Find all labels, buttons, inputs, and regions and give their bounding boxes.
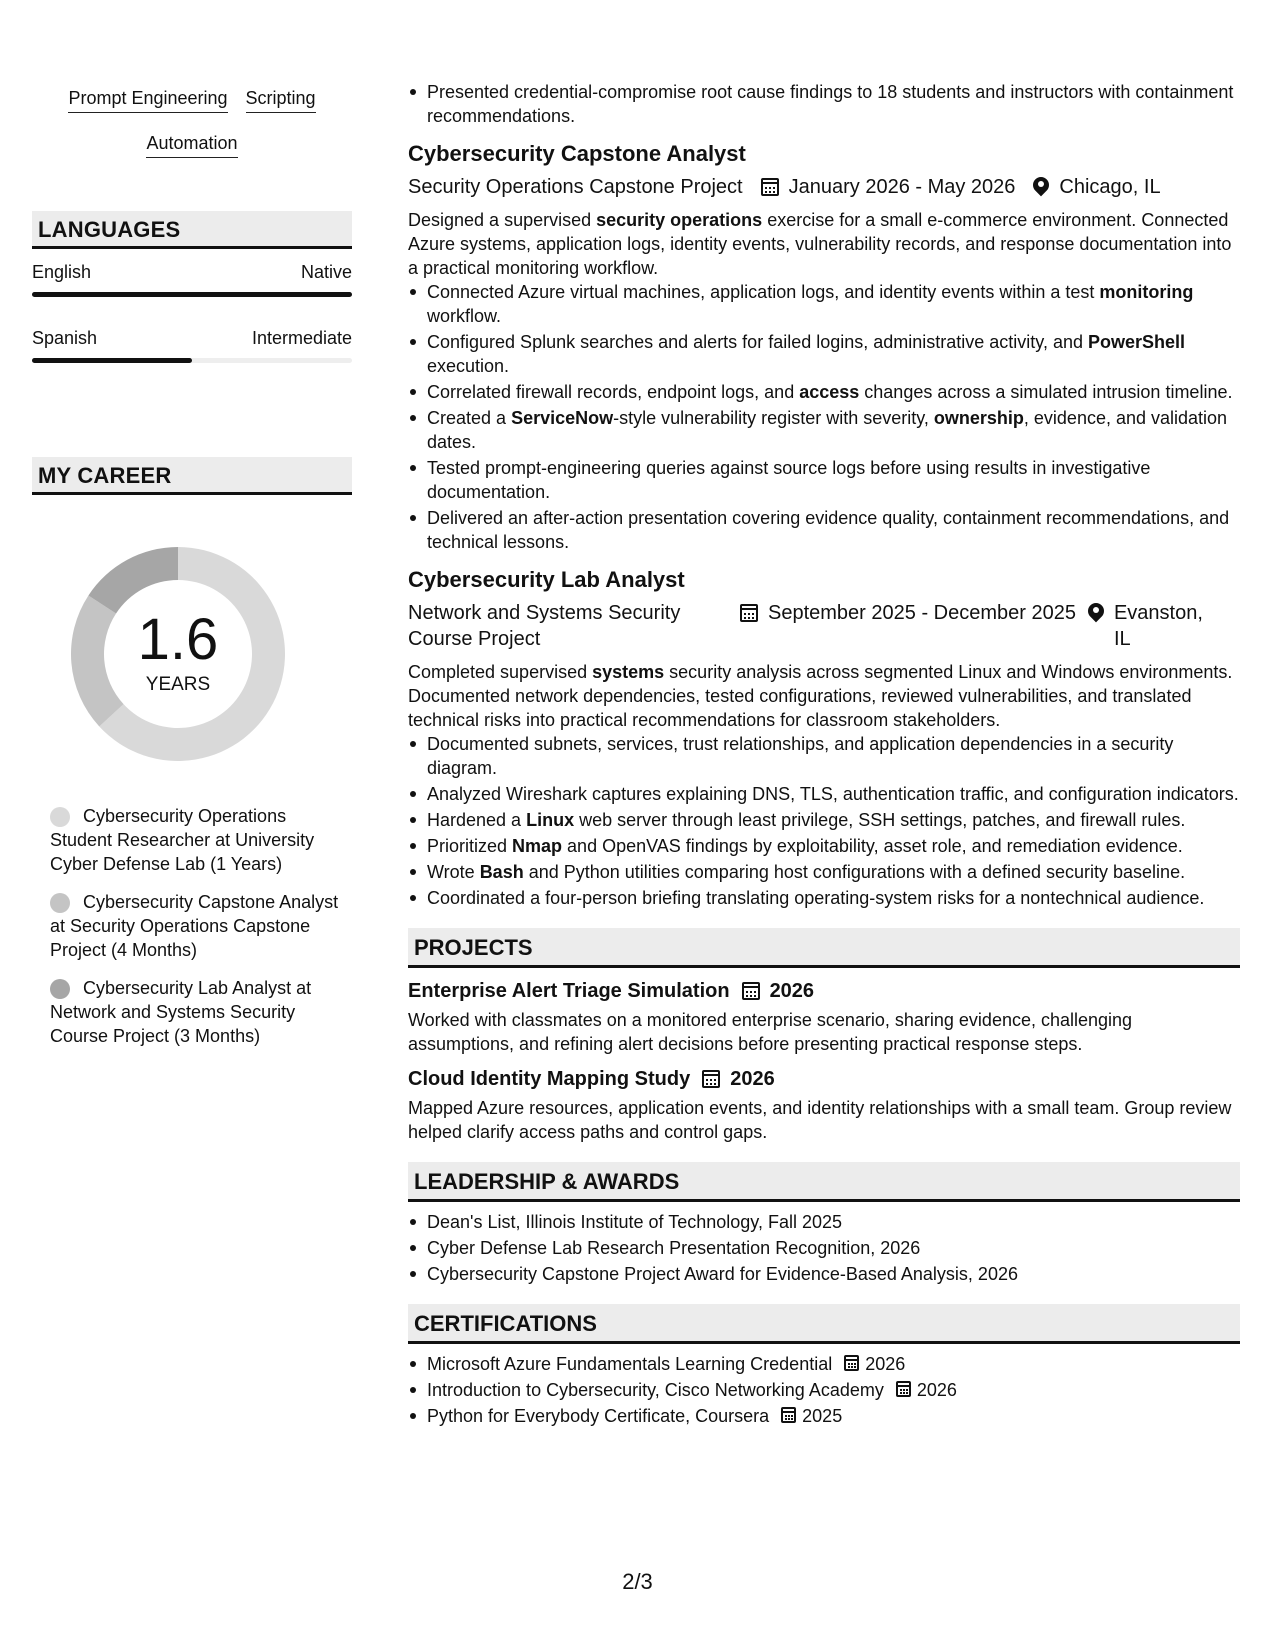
calendar-icon: [781, 1407, 796, 1423]
awards-list: [408, 1210, 1240, 1286]
skill-tag: Automation: [146, 131, 237, 158]
project-description: Mapped Azure resources, application events, and identity relationships with a small team. Group review helped clarify access paths and control gaps.: [408, 1098, 1232, 1142]
language-spanish: [32, 326, 352, 363]
sidebar: [32, 86, 352, 1046]
language-proficiency-bar: [32, 358, 352, 363]
certification-year: 2026: [865, 1354, 906, 1374]
job-dates-text: September 2025 - December 2025: [768, 602, 1076, 624]
job-meta: [408, 600, 1240, 652]
career-legend-item: [50, 976, 340, 1048]
bullet-item: Wrote Bash and Python utilities comparing host configurations with a defined security baseline.: [408, 860, 1240, 884]
bullet-item: Analyzed Wireshark captures explaining DNS, TLS, authentication traffic, and configuration indicators.: [408, 782, 1240, 806]
certification-year: 2026: [916, 1380, 957, 1400]
skills-list: [32, 86, 352, 158]
bullet-item: Hardened a Linux web server through least privilege, SSH settings, patches, and firewall rules.: [408, 808, 1240, 832]
bullet-item: Created a ServiceNow-style vulnerability register with severity, ownership, evidence, and validation dates.: [408, 406, 1240, 454]
certifications-heading: CERTIFICATIONS: [408, 1304, 1240, 1344]
legend-dot-icon: [50, 893, 70, 913]
job-bullets: [408, 280, 1240, 554]
job-organization: Security Operations Capstone Project: [408, 176, 743, 198]
skill-tag: Prompt Engineering: [68, 86, 227, 113]
main-content: [408, 80, 1240, 1430]
bullet-item: Tested prompt-engineering queries against source logs before using results in investigative documentation.: [408, 456, 1240, 504]
language-level: Native: [300, 262, 352, 282]
award-item: Cybersecurity Capstone Project Award for Evidence-Based Analysis, 2026: [408, 1262, 1240, 1286]
career-heading: MY CAREER: [32, 457, 352, 495]
project-title: Cloud Identity Mapping Study: [408, 1068, 691, 1090]
calendar-icon: [761, 178, 779, 196]
certification-item: [408, 1352, 1240, 1376]
page-number: 2/3: [622, 1569, 653, 1594]
job-bullets: [408, 732, 1240, 910]
job-description: Completed supervised systems security analysis across segmented Linux and Windows environments. Documented network dependencies, tested configurations, reviewed vulnerabilities, and translated technical risks into practical recommendations for classroom stakeholders.: [408, 662, 1233, 730]
prior-job-bullets: [408, 80, 1240, 128]
job-entry: [408, 566, 1240, 910]
legend-dot-icon: [50, 807, 70, 827]
language-proficiency-bar: [32, 292, 352, 297]
calendar-icon: [844, 1355, 859, 1371]
job-location-text: Evanston, IL: [1113, 602, 1203, 650]
certification-item: [408, 1378, 1240, 1402]
award-item: Cyber Defense Lab Research Presentation Recognition, 2026: [408, 1236, 1240, 1260]
job-location: [1088, 600, 1208, 652]
career-legend-item: [50, 804, 340, 876]
certification-name: Introduction to Cybersecurity, Cisco Networking Academy: [427, 1380, 884, 1400]
job-organization: Network and Systems Security Course Project: [408, 602, 681, 650]
language-name: Spanish: [32, 328, 98, 348]
calendar-icon: [740, 604, 758, 622]
calendar-icon: [896, 1381, 911, 1397]
certification-year: 2025: [802, 1406, 843, 1426]
bullet-item: Configured Splunk searches and alerts for failed logins, administrative activity, and PowerShell execution.: [408, 330, 1240, 378]
certification-name: Python for Everybody Certificate, Coursera: [427, 1406, 770, 1426]
awards-heading: LEADERSHIP & AWARDS: [408, 1162, 1240, 1202]
bullet-item: Prioritized Nmap and OpenVAS findings by exploitability, asset role, and remediation evidence.: [408, 834, 1240, 858]
language-english: [32, 260, 352, 297]
career-legend-text: Cybersecurity Lab Analyst at Network and Systems Security Course Project (3 Months): [50, 978, 312, 1046]
language-proficiency-fill: [32, 358, 192, 363]
job-dates-text: January 2026 - May 2026: [788, 176, 1016, 198]
job-dates: [740, 600, 1076, 626]
project-description: Worked with classmates on a monitored enterprise scenario, sharing evidence, challenging assumptions, and refining alert decisions before presenting practical response steps.: [408, 1010, 1133, 1054]
location-pin-icon: [1033, 177, 1049, 197]
bullet-item: Delivered an after-action presentation covering evidence quality, containment recommendations, and technical lessons.: [408, 506, 1240, 554]
calendar-icon: [702, 1070, 720, 1088]
job-meta: [408, 174, 1240, 200]
job-entry: [408, 140, 1240, 554]
project-entry: [408, 1066, 1240, 1144]
projects-heading: PROJECTS: [408, 928, 1240, 968]
job-title: Cybersecurity Capstone Analyst: [408, 141, 746, 166]
language-level: Intermediate: [251, 328, 352, 348]
job-location-text: Chicago, IL: [1059, 176, 1161, 198]
award-item: Dean's List, Illinois Institute of Technology, Fall 2025: [408, 1210, 1240, 1234]
bullet-item: Documented subnets, services, trust relationships, and application dependencies in a security diagram.: [408, 732, 1240, 780]
legend-dot-icon: [50, 979, 70, 999]
project-year: 2026: [769, 980, 815, 1002]
job-title: Cybersecurity Lab Analyst: [408, 567, 685, 592]
languages-heading: LANGUAGES: [32, 211, 352, 249]
job-description: Designed a supervised security operations exercise for a small e-commerce environment. Connected Azure systems, application logs, identity events, vulnerability records, and response documentation into a practical monitoring workflow.: [408, 210, 1232, 278]
career-donut-chart: [65, 541, 291, 767]
bullet-item: Presented credential-compromise root cause findings to 18 students and instructors with containment recommendations.: [408, 80, 1240, 128]
career-total-years: 1.6: [137, 607, 219, 672]
career-years-label: YEARS: [145, 674, 211, 695]
career-legend-text: Cybersecurity Operations Student Researcher at University Cyber Defense Lab (1 Years): [50, 806, 315, 874]
bullet-item: Connected Azure virtual machines, application logs, and identity events within a test monitoring workflow.: [408, 280, 1240, 328]
career-legend: [50, 804, 340, 1062]
location-pin-icon: [1088, 603, 1104, 623]
job-dates: [761, 174, 1016, 200]
language-name: English: [32, 262, 92, 282]
project-entry: [408, 978, 1240, 1056]
career-legend-text: Cybersecurity Capstone Analyst at Security Operations Capstone Project (4 Months): [50, 892, 339, 960]
skill-tag: Scripting: [246, 86, 316, 113]
calendar-icon: [742, 982, 760, 1000]
certifications-list: [408, 1352, 1240, 1428]
job-location: [1033, 174, 1160, 200]
certification-item: [408, 1404, 1240, 1428]
language-proficiency-fill: [32, 292, 352, 297]
certification-name: Microsoft Azure Fundamentals Learning Credential: [427, 1354, 833, 1374]
career-legend-item: [50, 890, 340, 962]
bullet-item: Coordinated a four-person briefing translating operating-system risks for a nontechnical audience.: [408, 886, 1240, 910]
project-title: Enterprise Alert Triage Simulation: [408, 980, 730, 1002]
project-year: 2026: [730, 1068, 775, 1090]
bullet-item: Correlated firewall records, endpoint logs, and access changes across a simulated intrusion timeline.: [408, 380, 1240, 404]
